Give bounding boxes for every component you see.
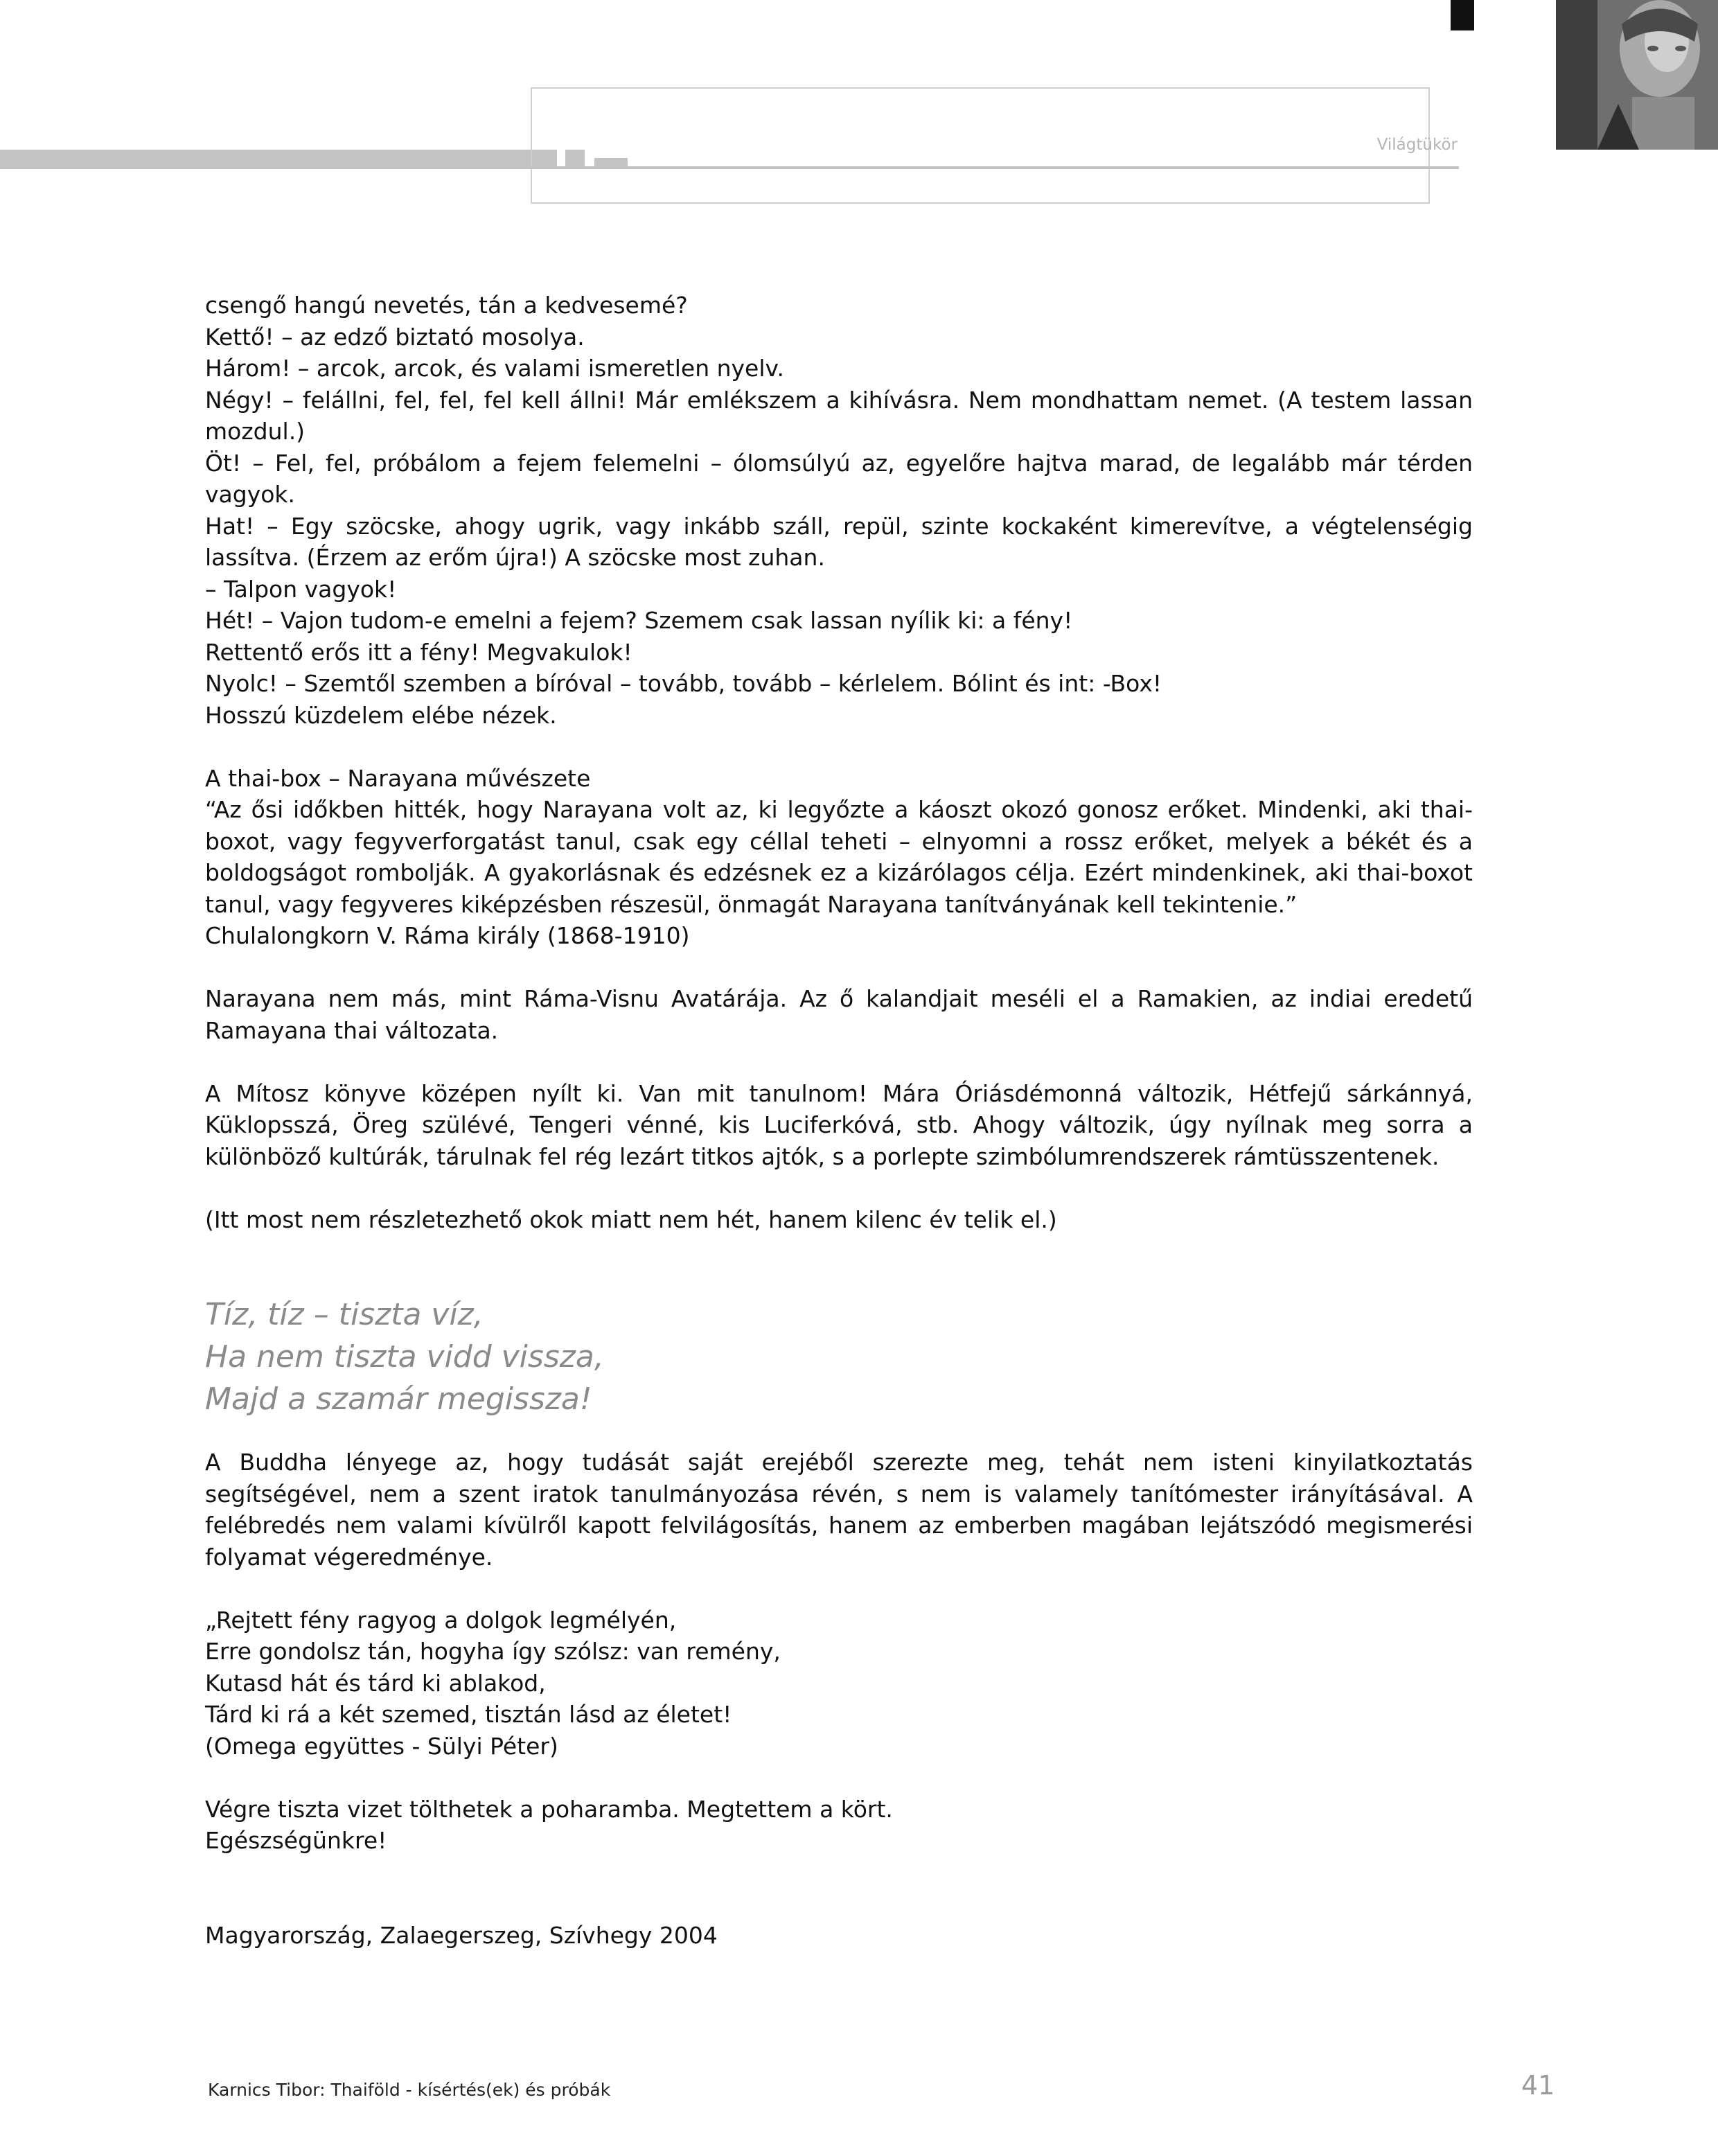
song-line: Erre gondolsz tán, hogyha így szólsz: van remény, — [205, 1638, 781, 1665]
song-credit: (Omega együttes - Sülyi Péter) — [205, 1732, 558, 1760]
quote-author: Chulalongkorn V. Ráma király (1868-1910) — [205, 922, 690, 949]
buddha-statue-photo — [1556, 0, 1718, 150]
song-line: Kutasd hát és tárd ki ablakod, — [205, 1669, 546, 1697]
body-line: Nyolc! – Szemtől szemben a bíróval – tovább, tovább – kérlelem. Bólint és int: -Box! — [205, 670, 1162, 697]
body-line: Három! – arcok, arcok, és valami ismeretlen nyelv. — [205, 355, 784, 382]
header-frame — [531, 87, 1430, 204]
body-line: – Talpon vagyok! — [205, 575, 397, 603]
body-paragraph: A Buddha lényege az, hogy tudását saját erejéből szerezte meg, tehát nem isteni kinyilatkoztatás segítségével, nem a szent iratok tanulmányozása révén, s nem is valamely tanítómester irányításával. A felébredés nem valami kívülről kapott felvilágosítás, hanem az emberben magában lejátszódó megismerési folyamat végeredménye. — [205, 1449, 1473, 1571]
body-line: Hét! – Vajon tudom-e emelni a fejem? Szemem csak lassan nyílik ki: a fény! — [205, 607, 1073, 634]
song-line: „Rejtett fény ragyog a dolgok legmélyén, — [205, 1606, 677, 1634]
place-date-signature: Magyarország, Zalaegerszeg, Szívhegy 2004 — [205, 1921, 718, 1949]
body-line: Egészségünkre! — [205, 1827, 387, 1854]
subsection-title: A thai-box – Narayana művészete — [205, 764, 591, 792]
page-tab-marker — [1451, 0, 1474, 30]
body-paragraph: A Mítosz könyve középen nyílt ki. Van mit tanulnom! Mára Óriásdémonná változik, Hétfejű sárkánnyá, Küklopsszá, Öreg szülévé, Tengeri vénné, kis Luciferkóvá, stb. Ahogy változik, úgy nyílnak meg sorra a különböző kultúrák, tárulnak fel rég lezárt titkos ajtók, s a porlepte szimbólumrendszerek rámtüsszentenek. — [205, 1079, 1473, 1170]
poem-line: Tíz, tíz – tiszta víz, — [205, 1297, 484, 1332]
poem-line: Ha nem tiszta vidd vissza, — [205, 1339, 604, 1375]
body-paragraph: Hat! – Egy szöcske, ahogy ugrik, vagy inkább száll, repül, szinte kockaként kimerevítve, a végtelenségig lassítva. (Érzem az erőm újra!) A szöcske most zuhan. — [205, 512, 1473, 571]
body-paragraph: Öt! – Fel, fel, próbálom a fejem felemelni – ólomsúlyú az, egyelőre hajtva marad, de legalább már térden vagyok. — [205, 449, 1473, 508]
body-line: Végre tiszta vizet tölthetek a poharamba. Megtettem a kört. — [205, 1795, 893, 1823]
page-number: 41 — [1521, 2070, 1555, 2101]
body-line: csengő hangú nevetés, tán a kedvesemé? — [205, 292, 688, 319]
header-square-ornament — [538, 150, 557, 169]
body-paragraph: Narayana nem más, mint Ráma-Visnu Avatárája. Az ő kalandjait meséli el a Ramakien, az indiai eredetű Ramayana thai változata. — [205, 985, 1473, 1044]
body-line: Hosszú küzdelem elébe nézek. — [205, 701, 557, 729]
rhyme-poem — [205, 1293, 1473, 1420]
header-square-ornament — [565, 150, 585, 169]
footer-running-title: Karnics Tibor: Thaiföld - kísértés(ek) és próbák — [208, 2080, 611, 2100]
header-rule-line — [531, 166, 1459, 169]
body-line: Kettő! – az edző biztató mosolya. — [205, 323, 585, 351]
song-line: Tárd ki rá a két szemed, tisztán lásd az életet! — [205, 1701, 732, 1728]
header-rule-bar — [0, 150, 554, 169]
poem-line: Majd a szamár megissza! — [205, 1381, 592, 1417]
header-square-ornament — [594, 158, 628, 169]
parenthetical-note: (Itt most nem részletezhető okok miatt nem hét, hanem kilenc év telik el.) — [205, 1205, 1057, 1233]
quote-paragraph: “Az ősi időkben hitték, hogy Narayana volt az, ki legyőzte a káoszt okozó gonosz erőket. Mindenki, aki thai-boxot, vagy fegyverforgatást tanul, csak egy céllal teheti – elnyomni a rossz erőket, melyek a békét és a boldogságot rombolják. A gyakorlásnak és edzésnek ez a kizárólagos célja. Ezért mindenkinek, aki thai-boxot tanul, vagy fegyveres kiképzésben részesül, önmagát Narayana tanítványának kell tekintenie.” — [205, 796, 1473, 918]
body-paragraph: Négy! – felállni, fel, fel, fel kell állni! Már emlékszem a kihívásra. Nem mondhattam nemet. (A testem lassan mozdul.) — [205, 386, 1473, 445]
body-line: Rettentő erős itt a fény! Megvakulok! — [205, 638, 632, 666]
section-label: Világtükör — [1376, 136, 1458, 154]
article-body — [205, 290, 1473, 1951]
